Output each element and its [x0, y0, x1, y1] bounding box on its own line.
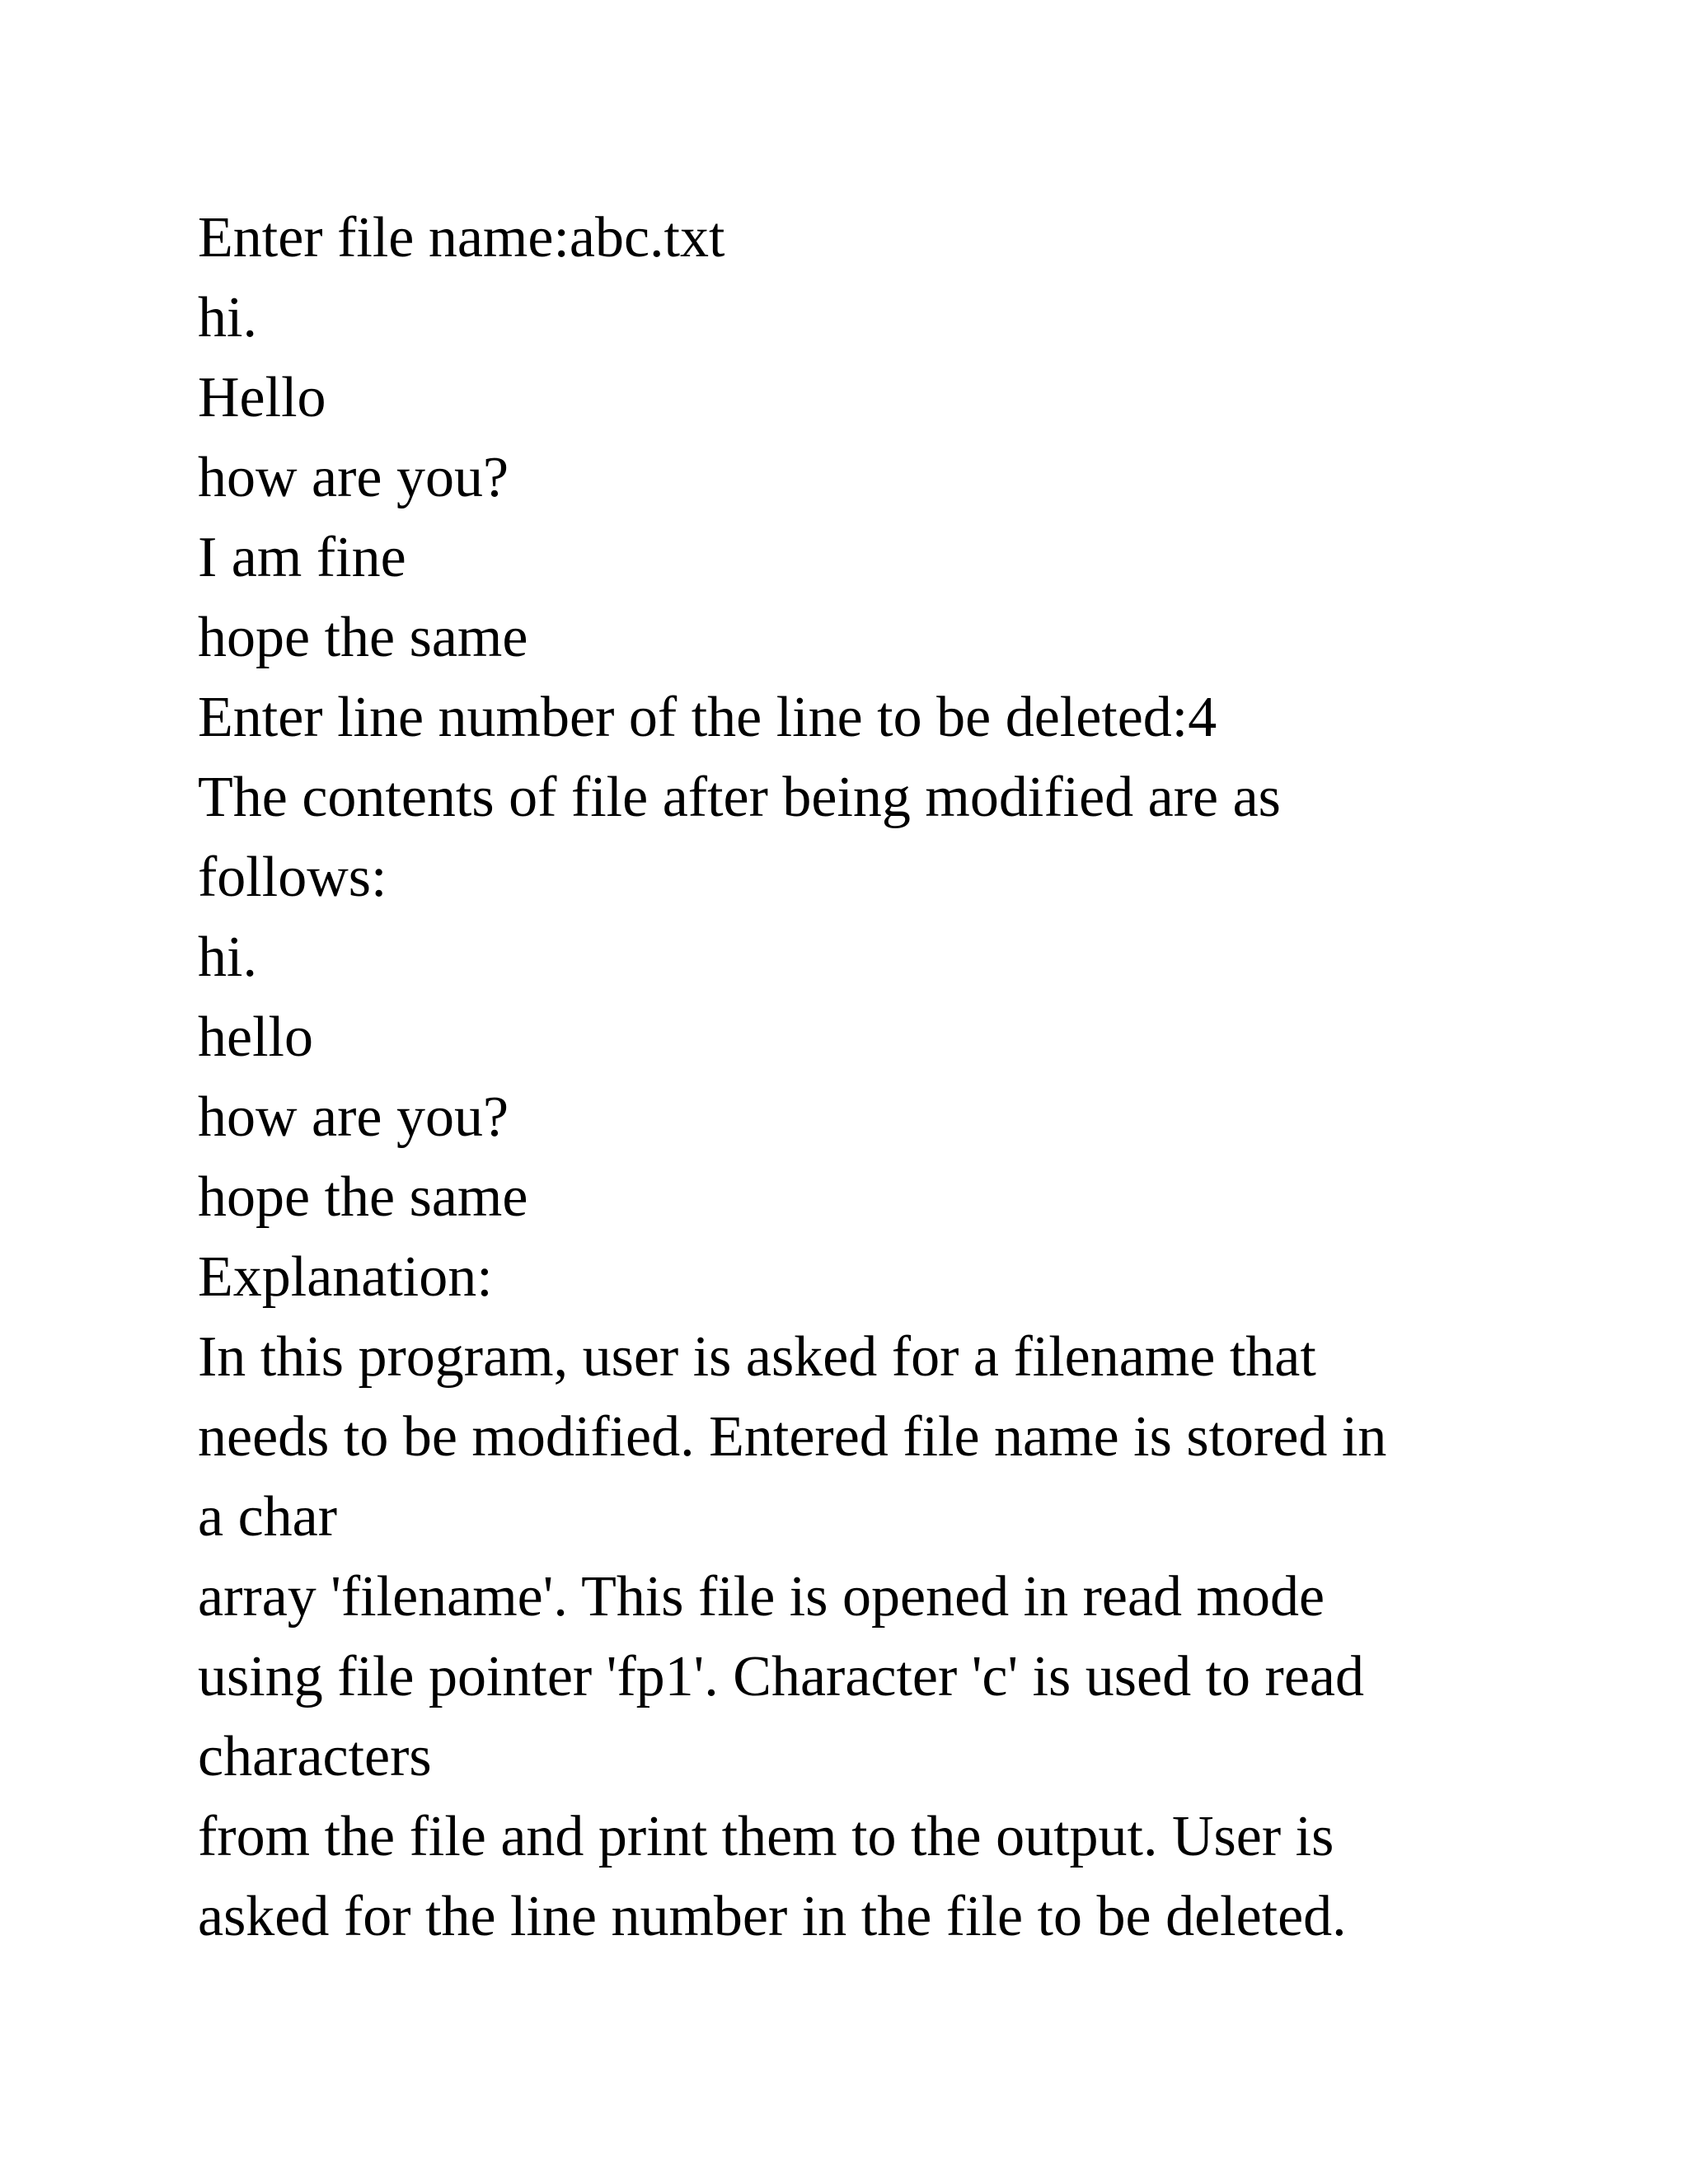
output-line: hi.: [198, 926, 257, 989]
output-line: hope the same: [198, 606, 528, 669]
paragraph-line: characters: [198, 1725, 432, 1788]
paragraph-line: from the file and print them to the output. User is: [198, 1805, 1334, 1868]
paragraph-line: asked for the line number in the file to be deleted.: [198, 1885, 1347, 1948]
output-line: Hello: [198, 366, 326, 429]
paragraph-line: array 'filename'. This file is opened in read mode: [198, 1565, 1325, 1629]
output-line: how are you?: [198, 1085, 509, 1149]
output-line: Enter file name:abc.txt: [198, 206, 725, 269]
paragraph-line: a char: [198, 1485, 338, 1549]
paragraph-line: In this program, user is asked for a filename that: [198, 1325, 1316, 1389]
paragraph-line: using file pointer 'fp1'. Character 'c' is used to read: [198, 1645, 1365, 1708]
output-line: hello: [198, 1005, 313, 1069]
output-line: hope the same: [198, 1165, 528, 1229]
output-line: hi.: [198, 286, 257, 349]
output-line: The contents of file after being modified are as: [198, 766, 1281, 829]
paragraph-line: needs to be modified. Entered file name is stored in: [198, 1405, 1387, 1469]
section-heading: Explanation:: [198, 1245, 493, 1309]
output-line: how are you?: [198, 446, 509, 509]
document-text: [198, 198, 1517, 1957]
output-line: I am fine: [198, 526, 406, 589]
output-line: Enter line number of the line to be deleted:4: [198, 686, 1217, 749]
output-line: follows:: [198, 846, 387, 909]
